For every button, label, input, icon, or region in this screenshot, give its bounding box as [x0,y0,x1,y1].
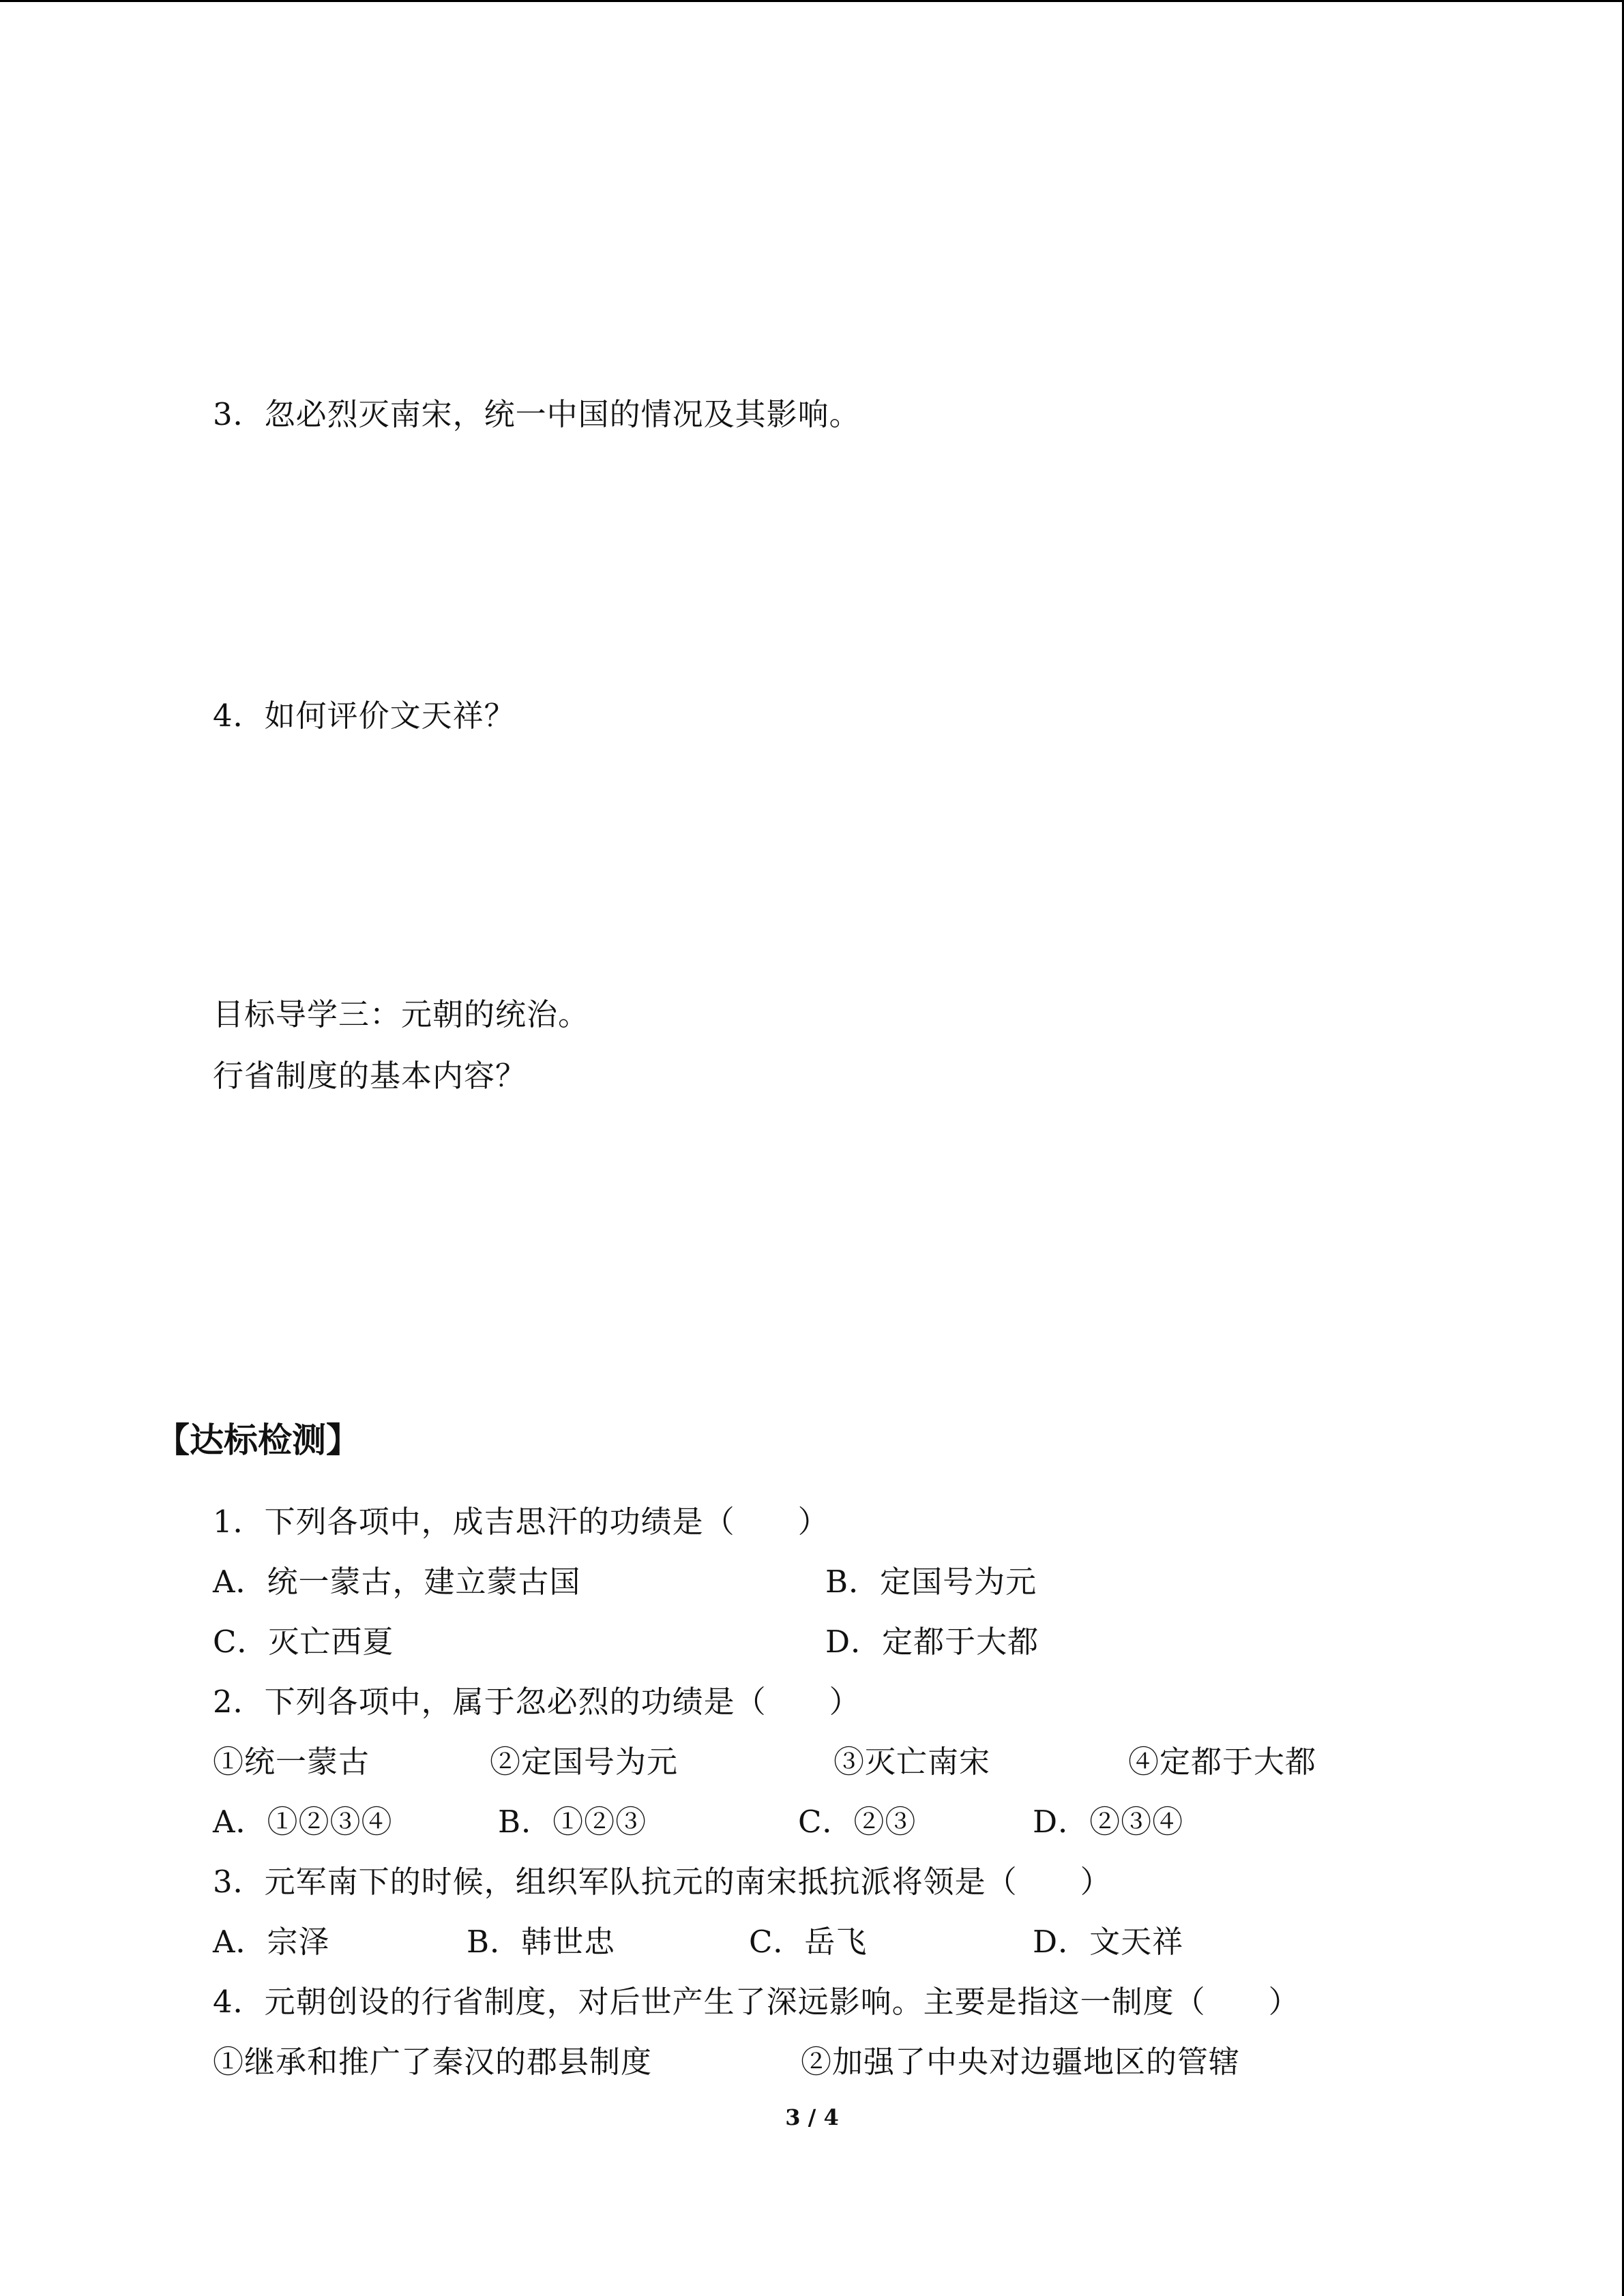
test-question-3-stem: 3．元军南下的时候，组织军队抗元的南宋抵抗派将领是（ ） [213,1864,1112,1900]
test-question-4-item-1: ①继承和推广了秦汉的郡县制度 [213,2044,653,2080]
goal-section-question: 行省制度的基本内容？ [213,1058,527,1094]
test-question-2-option-c: C．②③ [798,1804,917,1840]
test-question-2-item-1: ①统一蒙古 [213,1744,370,1780]
test-question-1-option-a: A．统一蒙古，建立蒙古国 [213,1564,581,1600]
test-question-2-item-4: ④定都于大都 [1128,1744,1317,1780]
test-question-2-option-a: A．①②③④ [213,1804,393,1840]
test-question-4-item-2: ②加强了中央对边疆地区的管辖 [801,2044,1241,2080]
test-question-2-stem: 2．下列各项中，属于忽必烈的功绩是（ ） [213,1684,861,1720]
study-question-4: 4．如何评价文天祥？ [213,698,516,734]
test-question-1-option-b: B．定国号为元 [825,1564,1037,1600]
test-question-3-option-c: C．岳飞 [749,1924,868,1960]
test-question-2-item-2: ②定国号为元 [490,1744,679,1780]
test-question-1-option-c: C．灭亡西夏 [213,1624,394,1660]
test-section-heading: 【达标检测】 [156,1420,360,1460]
test-question-3-option-a: A．宗泽 [213,1924,330,1960]
page-top-border [0,0,1624,2]
test-question-3-option-b: B．韩世忠 [467,1924,616,1960]
page-number: 3 / 4 [785,2104,839,2130]
study-question-3: 3．忽必烈灭南宋，统一中国的情况及其影响。 [213,396,861,432]
test-question-2-option-d: D．②③④ [1033,1804,1184,1840]
goal-section-title: 目标导学三：元朝的统治。 [213,996,590,1032]
test-question-1-option-d: D．定都于大都 [825,1624,1039,1660]
test-question-2-item-3: ③灭亡南宋 [833,1744,991,1780]
test-question-2-option-b: B．①②③ [498,1804,647,1840]
test-question-1-stem: 1．下列各项中，成吉思汗的功绩是（ ） [213,1504,829,1540]
test-question-4-stem: 4．元朝创设的行省制度，对后世产生了深远影响。主要是指这一制度（ ） [213,1984,1300,2020]
test-question-3-option-d: D．文天祥 [1033,1924,1184,1960]
